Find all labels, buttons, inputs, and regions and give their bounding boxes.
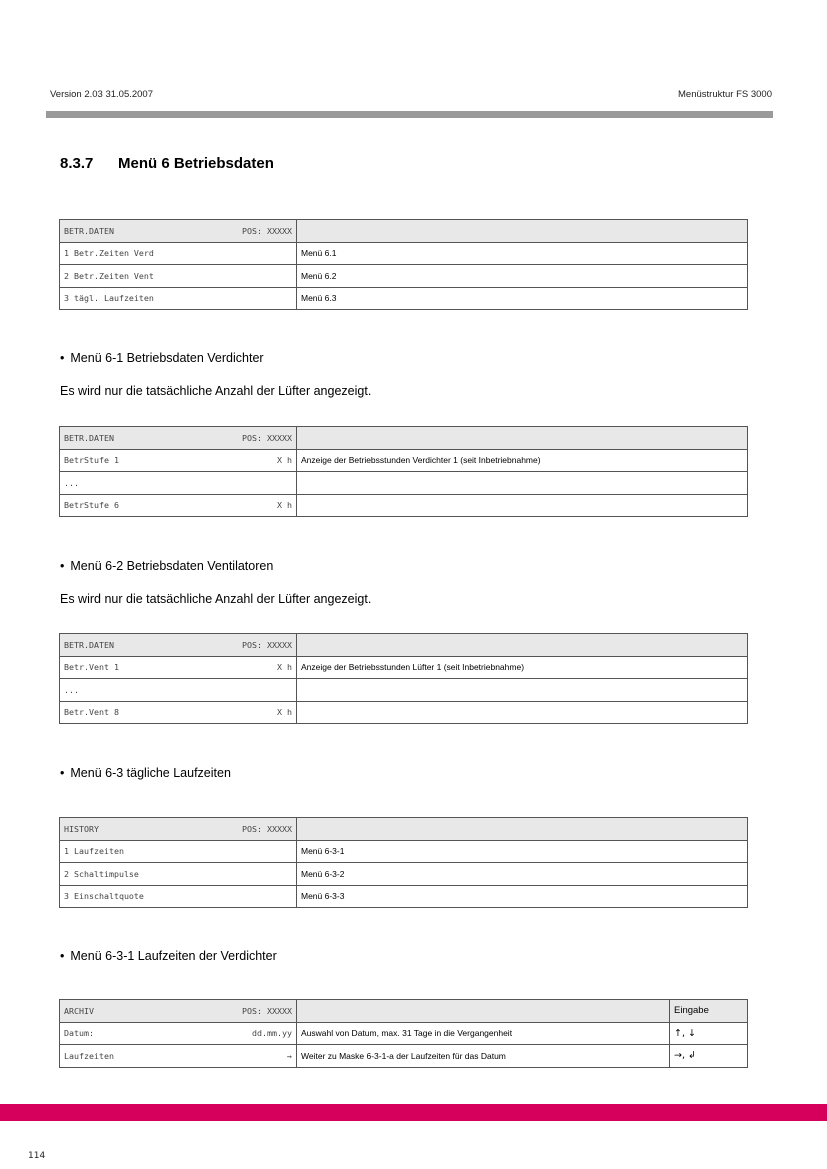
table-row <box>60 701 748 724</box>
table-row <box>60 449 748 472</box>
input-cell: →, ↲ <box>670 1045 748 1068</box>
lcd-cell: Datum: dd.mm.yy <box>60 1022 297 1045</box>
lcd-cell: BetrStufe 6 X h <box>60 494 297 517</box>
lcd-cell: ... <box>60 472 297 495</box>
desc-cell: Anzeige der Betriebsstunden Lüfter 1 (seit Inbetriebnahme) <box>297 656 748 679</box>
desc-cell: Auswahl von Datum, max. 31 Tage in die Vergangenheit <box>297 1022 670 1045</box>
section-number: 8.3.7 <box>60 155 94 172</box>
lcd-cell: BetrStufe 1 X h <box>60 449 297 472</box>
desc-header-cell <box>297 818 748 841</box>
menu-table-6-1 <box>59 426 748 517</box>
table-row <box>60 840 748 863</box>
subsection-title-6-1: • Menü 6-1 Betriebsdaten Verdichter <box>60 351 264 365</box>
lcd-cell: Laufzeiten → <box>60 1045 297 1068</box>
desc-cell <box>297 679 748 702</box>
desc-cell: Menü 6.2 <box>297 265 748 288</box>
desc-header-cell <box>297 220 748 243</box>
desc-header-cell <box>297 427 748 450</box>
table-row <box>60 1045 748 1068</box>
subsection-title-6-2: • Menü 6-2 Betriebsdaten Ventilatoren <box>60 559 273 573</box>
table-row <box>60 287 748 310</box>
subsection-title-6-3-1: • Menü 6-3-1 Laufzeiten der Verdichter <box>60 949 277 963</box>
menu-table-history <box>59 817 748 908</box>
page-number: 114 <box>28 1151 46 1161</box>
desc-cell: Menü 6-3-2 <box>297 863 748 886</box>
lcd-cell: 2 Betr.Zeiten Vent <box>60 265 297 288</box>
table-header-row <box>60 427 748 450</box>
subsection-title-6-3: • Menü 6-3 tägliche Laufzeiten <box>60 766 231 780</box>
lcd-header-cell: BETR.DATEN POS: XXXXX <box>60 427 297 450</box>
table-row <box>60 863 748 886</box>
table-row <box>60 494 748 517</box>
lcd-cell: 1 Betr.Zeiten Verd <box>60 242 297 265</box>
menu-table-betriebsdaten <box>59 219 748 310</box>
lcd-cell: 1 Laufzeiten <box>60 840 297 863</box>
lcd-cell: Betr.Vent 1 X h <box>60 656 297 679</box>
header-rule <box>46 111 773 118</box>
subsection-note-6-1: Es wird nur die tatsächliche Anzahl der Lüfter angezeigt. <box>60 384 372 398</box>
lcd-header-cell: BETR.DATEN POS: XXXXX <box>60 220 297 243</box>
desc-cell <box>297 494 748 517</box>
section-heading <box>60 155 274 172</box>
lcd-cell: 3 Einschaltquote <box>60 885 297 908</box>
table-row <box>60 242 748 265</box>
desc-cell <box>297 472 748 495</box>
desc-cell: Anzeige der Betriebsstunden Verdichter 1 (seit Inbetriebnahme) <box>297 449 748 472</box>
lcd-header-cell: HISTORY POS: XXXXX <box>60 818 297 841</box>
header-version: Version 2.03 31.05.2007 <box>50 89 154 100</box>
lcd-header-cell: ARCHIV POS: XXXXX <box>60 1000 297 1023</box>
desc-cell: Menü 6-3-1 <box>297 840 748 863</box>
table-header-row <box>60 220 748 243</box>
table-header-row <box>60 634 748 657</box>
desc-cell: Weiter zu Maske 6-3-1-a der Laufzeiten für das Datum <box>297 1045 670 1068</box>
desc-cell: Menü 6.3 <box>297 287 748 310</box>
footer-brand-bar <box>0 1104 827 1121</box>
input-header-cell: Eingabe <box>670 1000 748 1023</box>
table-row <box>60 1022 748 1045</box>
table-row <box>60 656 748 679</box>
desc-header-cell <box>297 1000 670 1023</box>
header-doc-title: Menüstruktur FS 3000 <box>678 89 772 100</box>
section-title: Menü 6 Betriebsdaten <box>118 155 274 172</box>
lcd-cell: ... <box>60 679 297 702</box>
table-header-row <box>60 1000 748 1023</box>
subsection-note-6-2: Es wird nur die tatsächliche Anzahl der Lüfter angezeigt. <box>60 592 372 606</box>
lcd-cell: 3 tägl. Laufzeiten <box>60 287 297 310</box>
menu-table-archiv <box>59 999 748 1068</box>
desc-cell: Menü 6-3-3 <box>297 885 748 908</box>
lcd-cell: Betr.Vent 8 X h <box>60 701 297 724</box>
table-row <box>60 472 748 495</box>
desc-cell <box>297 701 748 724</box>
table-row <box>60 885 748 908</box>
lcd-cell: 2 Schaltimpulse <box>60 863 297 886</box>
table-row <box>60 679 748 702</box>
table-header-row <box>60 818 748 841</box>
lcd-header-cell: BETR.DATEN POS: XXXXX <box>60 634 297 657</box>
menu-table-6-2 <box>59 633 748 724</box>
table-row <box>60 265 748 288</box>
input-cell: ↑, ↓ <box>670 1022 748 1045</box>
desc-cell: Menü 6.1 <box>297 242 748 265</box>
desc-header-cell <box>297 634 748 657</box>
